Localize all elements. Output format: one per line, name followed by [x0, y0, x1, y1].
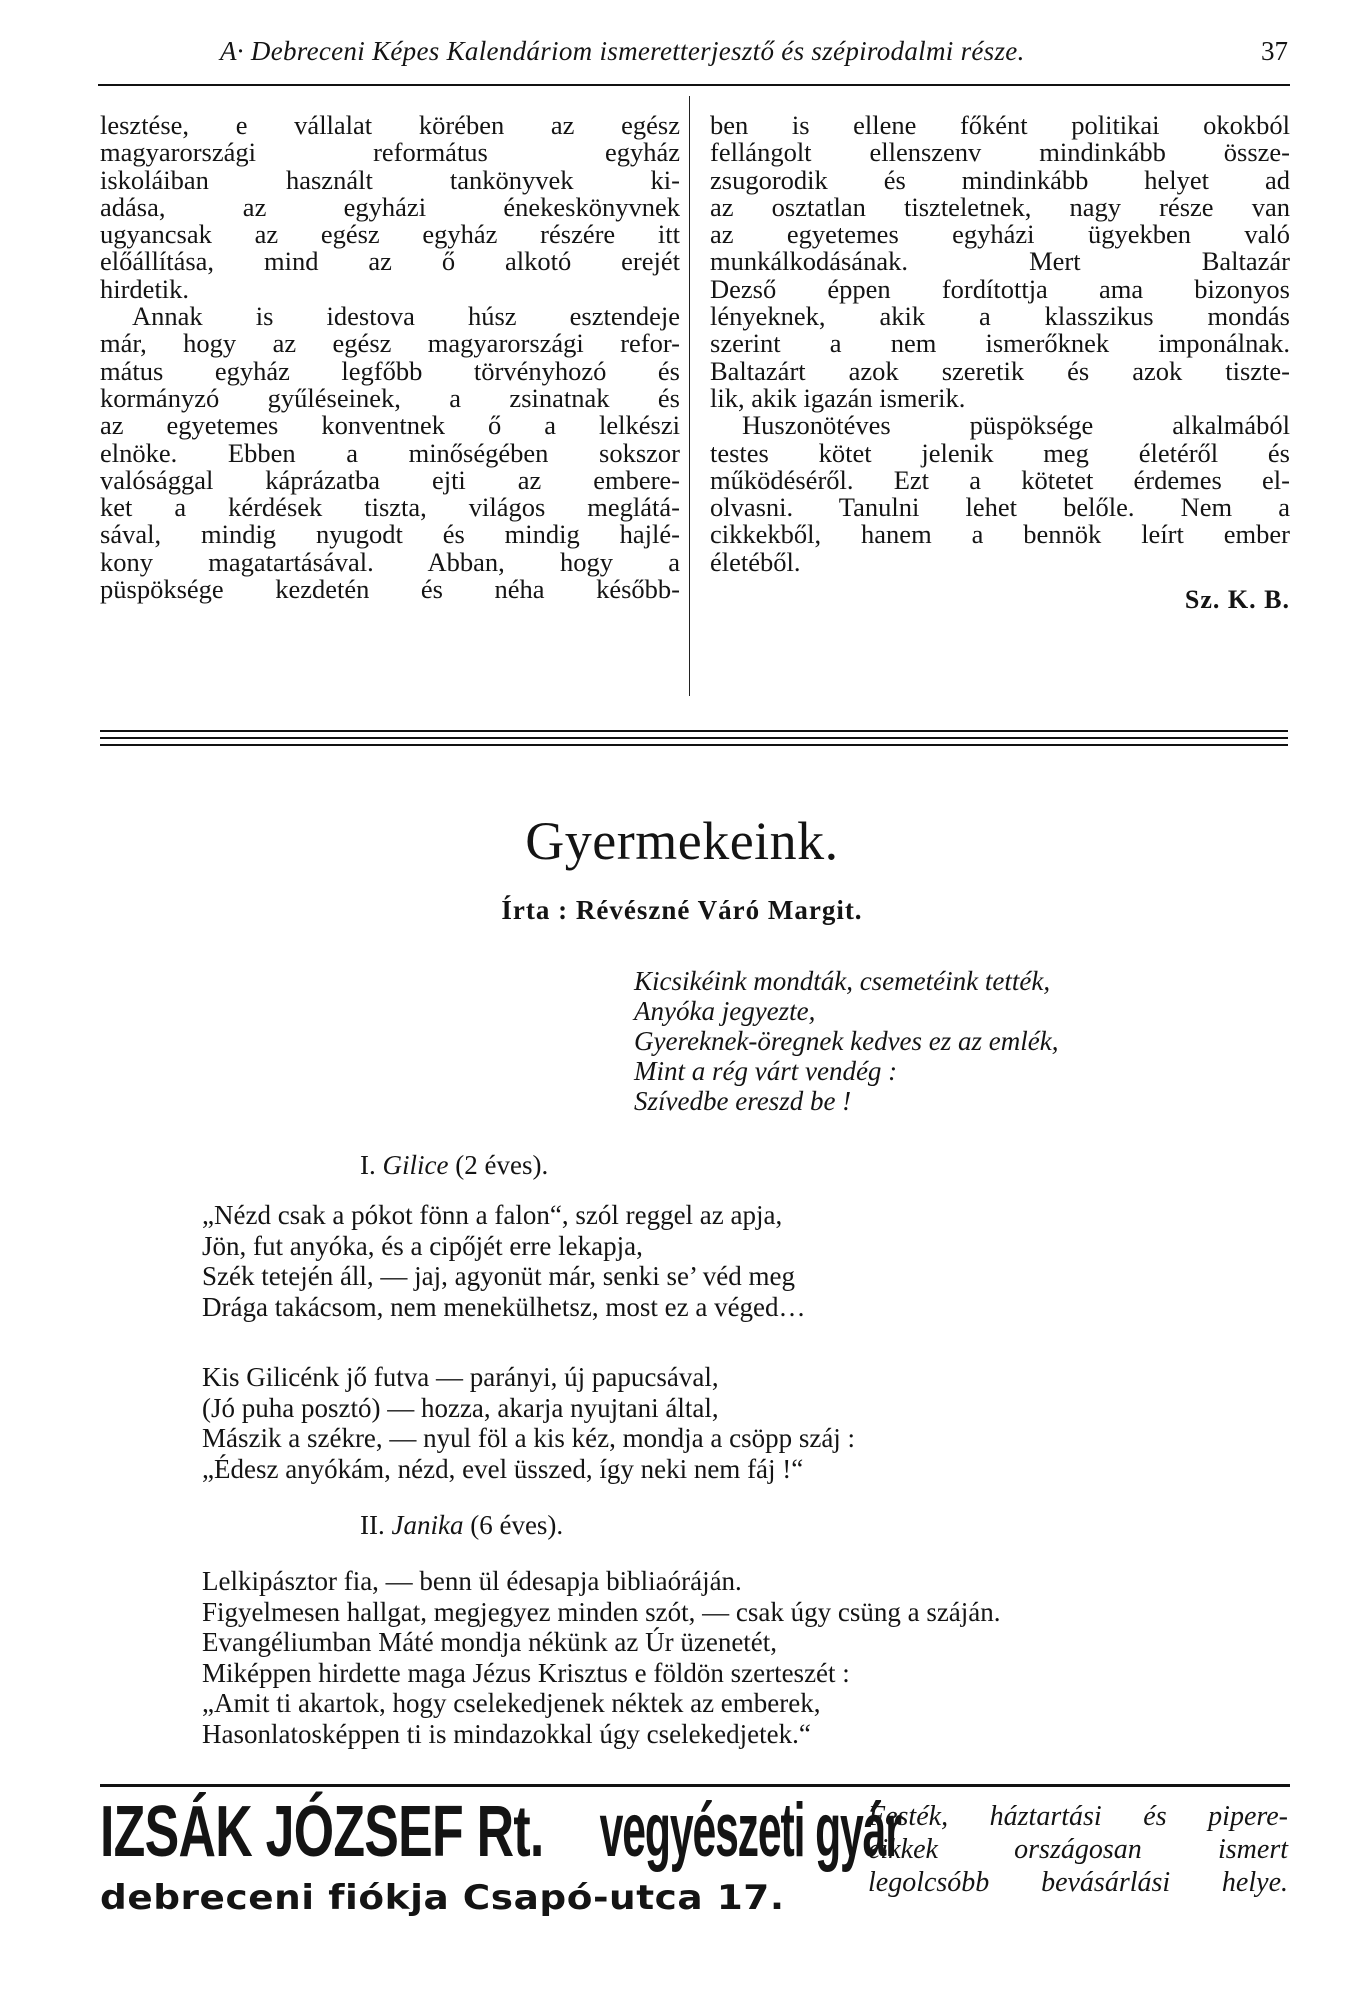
text-line: az egyetemes egyházi ügyekben való: [710, 219, 1290, 250]
column-divider: [689, 96, 690, 696]
verse-line: Kis Gilicénk jő futva — parányi, új papucsával,: [202, 1362, 719, 1392]
section-numeral: II.: [360, 1510, 385, 1540]
text-line: Dezső éppen fordítottja ama bizonyos: [710, 273, 1290, 304]
header-rule: [98, 84, 1290, 86]
left-column: [100, 112, 680, 603]
verse-line: Evangéliumban Máté mondja nékünk az Úr üzenetét,: [202, 1627, 778, 1657]
text-line: valósággal káprázatba ejti az embere-: [100, 464, 680, 495]
text-line: mátus egyház legfőbb törvényhozó és: [100, 355, 680, 386]
motto-line: Szívedbe ereszd be !: [634, 1086, 852, 1116]
paragraph: [100, 303, 680, 603]
verse-line: „Édesz anyókám, nézd, evel üsszed, így neki nem fáj !“: [202, 1453, 804, 1484]
verse-line: Lelkipásztor fia, — benn ül édesapja bibliaóráján.: [202, 1566, 742, 1596]
motto-line: Anyóka jegyezte,: [634, 996, 816, 1026]
text-line: püspöksége kezdetén és néha később-: [100, 574, 680, 605]
text-line: Huszonötéves püspöksége alkalmából: [742, 410, 1290, 441]
text-line: ben is ellene főként politikai okokból: [710, 110, 1290, 140]
page-number: 37: [1261, 36, 1288, 66]
company-name: IZSÁK JÓZSEF Rt.: [100, 1792, 544, 1872]
paragraph: [100, 112, 680, 303]
advertisement-slogan: [868, 1800, 1288, 1899]
text-line: előállítása, mind az ő alkotó erejét: [100, 246, 680, 277]
text-line: iskoláiban használt tankönyvek ki-: [100, 164, 680, 195]
text-line: adása, az egyházi énekeskönyvnek: [100, 191, 680, 222]
text-line: kony magatartásával. Abban, hogy a: [100, 546, 680, 577]
text-line: munkálkodásának. Mert Baltazár: [710, 246, 1290, 277]
verse-line: Figyelmesen hallgat, megjegyez minden szót, — csak úgy csüng a száján.: [202, 1596, 1001, 1627]
right-column: [710, 112, 1290, 613]
section-name: Gilice: [382, 1150, 449, 1180]
text-line: életéből.: [710, 546, 801, 577]
text-line: olvasni. Tanulni lehet belőle. Nem a: [710, 492, 1290, 523]
verse-line: „Amit ti akartok, hogy cselekedjenek néktek az emberek,: [202, 1688, 821, 1718]
verse-line: Miképpen hirdette maga Jézus Krisztus e földön szerteszét :: [202, 1657, 850, 1688]
text-line: lik, akik igazán ismerik.: [710, 382, 966, 413]
text-line: már, hogy az egész magyarországi refor-: [100, 328, 680, 359]
text-line: ugyancsak az egész egyház részére itt: [100, 219, 680, 250]
stanza: [202, 1200, 806, 1322]
section-age: (6 éves).: [470, 1510, 564, 1540]
text-line: az osztatlan tiszteletnek, nagy része van: [710, 191, 1290, 222]
article-author: Írta : Révészné Váró Margit.: [501, 895, 863, 925]
section-separator: [100, 730, 1288, 751]
section-heading-2: [360, 1510, 563, 1541]
text-line: sával, mindig nyugodt és mindig hajlé-: [100, 519, 680, 550]
section-numeral: I.: [360, 1150, 376, 1180]
motto-line: Gyereknek-öregnek kedves ez az emlék,: [634, 1026, 1059, 1056]
section-age: (2 éves).: [455, 1150, 549, 1180]
slogan-line: Festék, háztartási és pipere-: [868, 1801, 1288, 1832]
motto-line: Kicsikéink mondták, csemetéink tették,: [634, 966, 1051, 996]
verse-line: Hasonlatosképpen ti is mindazokkal úgy cselekedjetek.“: [202, 1718, 811, 1749]
text-line: testes kötet jelenik meg életéről és: [710, 437, 1290, 468]
slogan-line: cikkek országosan ismert: [868, 1834, 1288, 1865]
verse-line: (Jó puha posztó) — hozza, akarja nyujtani által,: [202, 1392, 719, 1423]
signature: Sz. K. B.: [1184, 585, 1290, 615]
text-line: lesztése, e vállalat körében az egész: [100, 110, 680, 140]
text-line: hirdetik.: [100, 273, 190, 304]
paragraph: [710, 112, 1290, 412]
motto: [634, 966, 1059, 1116]
advertisement-company: [100, 1790, 943, 1873]
text-line: cikkekből, hanem a bennök leírt ember: [710, 519, 1290, 550]
running-head: [100, 30, 1288, 70]
section-heading-1: [360, 1150, 548, 1181]
verse-line: Szék tetején áll, — jaj, agyonüt már, senki se’ véd meg: [202, 1261, 795, 1291]
paragraph: [710, 412, 1290, 576]
motto-line: Mint a rég várt vendég :: [634, 1056, 898, 1086]
section-name: Janika: [391, 1510, 464, 1540]
text-line: ket a kérdések tiszta, világos meglátá-: [100, 492, 680, 523]
text-line: zsugorodik és mindinkább helyet ad: [710, 164, 1290, 195]
company-type: vegyészeti gyár: [599, 1788, 901, 1873]
verse-line: Mászik a székre, — nyul föl a kis kéz, mondja a csöpp száj :: [202, 1423, 856, 1453]
running-head-title: A· Debreceni Képes Kalendáriom ismeretterjesztő és szépirodalmi része.: [220, 36, 1025, 66]
stanza: [202, 1566, 1001, 1749]
article-title: Gyermekeink.: [525, 811, 839, 871]
text-line: működéséről. Ezt a kötetet érdemes el-: [710, 464, 1290, 495]
text-line: elnöke. Ebben a minőségében sokszor: [100, 437, 680, 468]
verse-line: „Nézd csak a pókot fönn a falon“, szól reggel az apja,: [202, 1200, 783, 1230]
text-line: az egyetemes konventnek ő a lelkészi: [100, 410, 680, 441]
slogan-line: legolcsóbb bevásárlási helye.: [868, 1867, 1288, 1898]
text-line: szerint a nem ismerőknek imponálnak.: [710, 328, 1290, 359]
text-line: lényeknek, akik a klasszikus mondás: [710, 301, 1290, 332]
stanza: [202, 1362, 855, 1484]
text-line: kormányzó gyűléseinek, a zsinatnak és: [100, 382, 680, 413]
advertisement-branch: debreceni fiókja Csapó-utca 17.: [100, 1878, 785, 1918]
verse-line: Drága takácsom, nem menekülhetsz, most ez a véged…: [202, 1291, 806, 1322]
text-line: fellángolt ellenszenv mindinkább össze-: [710, 137, 1290, 168]
text-line: Baltazárt azok szeretik és azok tiszte-: [710, 355, 1290, 386]
text-line: magyarországi református egyház: [100, 137, 680, 168]
verse-line: Jön, fut anyóka, és a cipőjét erre lekapja,: [202, 1230, 643, 1261]
advertisement-rule: [100, 1784, 1290, 1787]
text-line: Annak is idestova húsz esztendeje: [132, 301, 680, 332]
